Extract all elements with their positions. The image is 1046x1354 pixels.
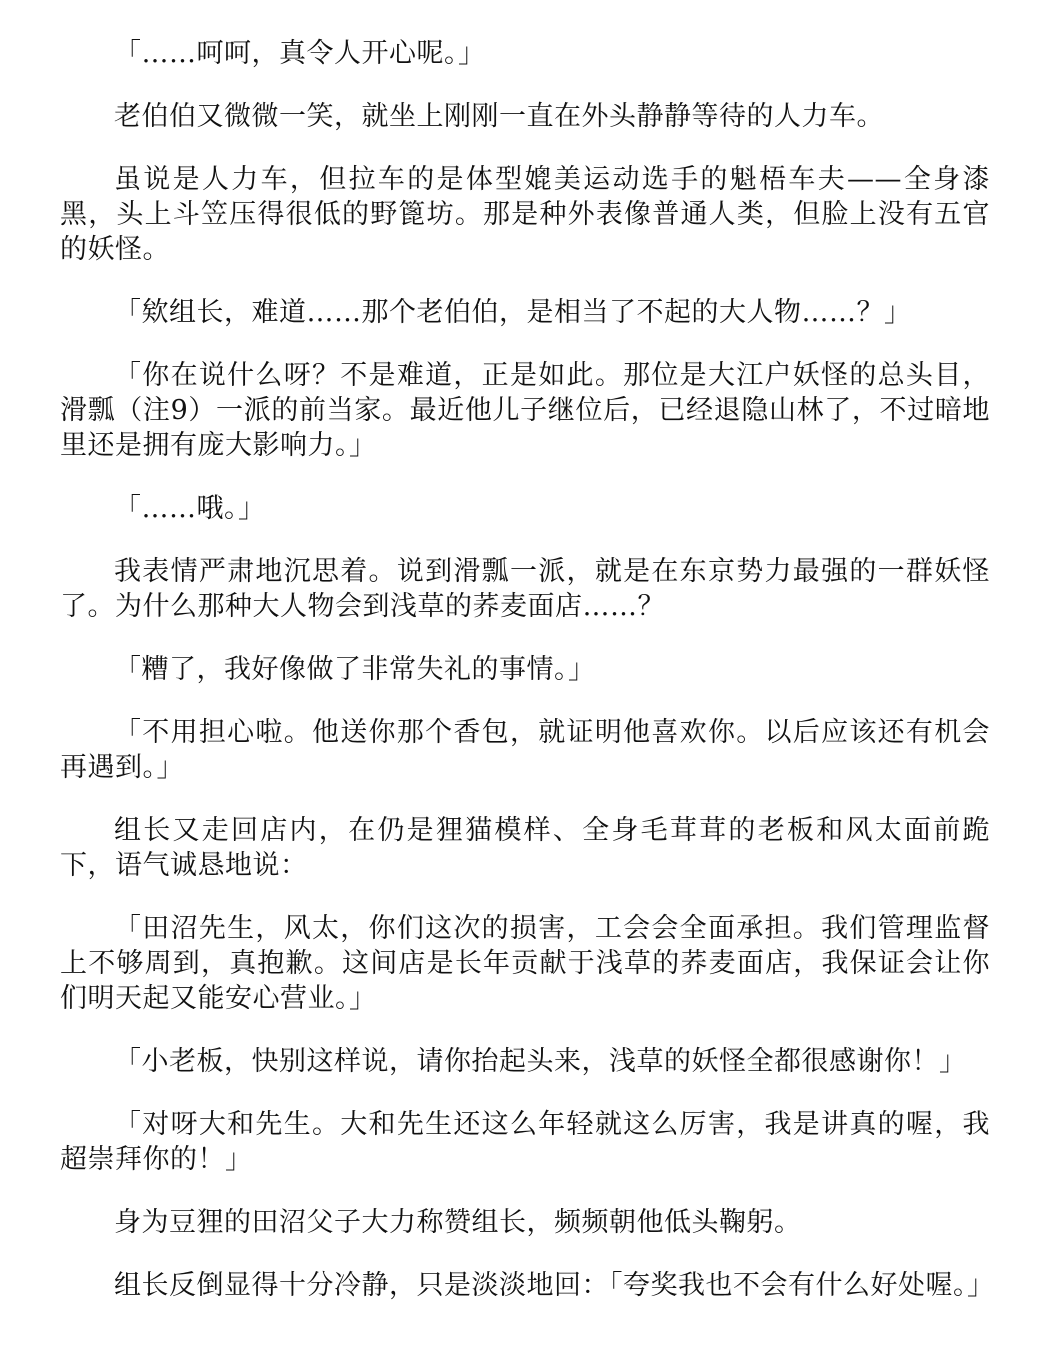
paragraph: 「你在说什么呀？不是难道，正是如此。那位是大江户妖怪的总头目，滑瓢（注9）一派的前当家。最近他儿子继位后，已经退隐山林了，不过暗地里还是拥有庞大影响力。」 (60, 360, 990, 461)
paragraph: 「糟了，我好像做了非常失礼的事情。」 (114, 654, 596, 685)
paragraph: 「小老板，快别这样说，请你抬起头来，浅草的妖怪全都很感谢你！」 (114, 1046, 967, 1077)
paragraph: 身为豆狸的田沼父子大力称赞组长，频频朝他低头鞠躬。 (114, 1207, 802, 1238)
document-page (60, 36, 995, 1331)
paragraph: 「不用担心啦。他送你那个香包，就证明他喜欢你。以后应该还有机会再遇到。」 (60, 717, 990, 783)
paragraph: 「田沼先生，风太，你们这次的损害，工会会全面承担。我们管理监督上不够周到，真抱歉。这间店是长年贡献于浅草的荞麦面店，我保证会让你们明天起又能安心营业。」 (60, 913, 990, 1014)
paragraph: 老伯伯又微微一笑，就坐上刚刚一直在外头静静等待的人力车。 (114, 101, 884, 132)
paragraph: 「对呀大和先生。大和先生还这么年轻就这么厉害，我是讲真的喔，我超崇拜你的！」 (60, 1109, 990, 1175)
paragraph: 组长反倒显得十分冷静，只是淡淡地回：「夸奖我也不会有什么好处喔。」 (114, 1270, 995, 1301)
paragraph: 「……呵呵，真令人开心呢。」 (114, 38, 486, 69)
paragraph: 「……哦。」 (114, 493, 266, 524)
paragraph: 「欸组长，难道……那个老伯伯，是相当了不起的大人物……？」 (114, 297, 912, 328)
paragraph: 我表情严肃地沉思着。说到滑瓢一派，就是在东京势力最强的一群妖怪了。为什么那种大人物会到浅草的荞麦面店……？ (60, 556, 990, 622)
paragraph: 组长又走回店内，在仍是狸猫模样、全身毛茸茸的老板和风太面前跪下，语气诚恳地说： (60, 815, 990, 881)
paragraph: 虽说是人力车，但拉车的是体型媲美运动选手的魁梧车夫——全身漆黑，头上斗笠压得很低的野篦坊。那是种外表像普通人类，但脸上没有五官的妖怪。 (60, 164, 990, 265)
